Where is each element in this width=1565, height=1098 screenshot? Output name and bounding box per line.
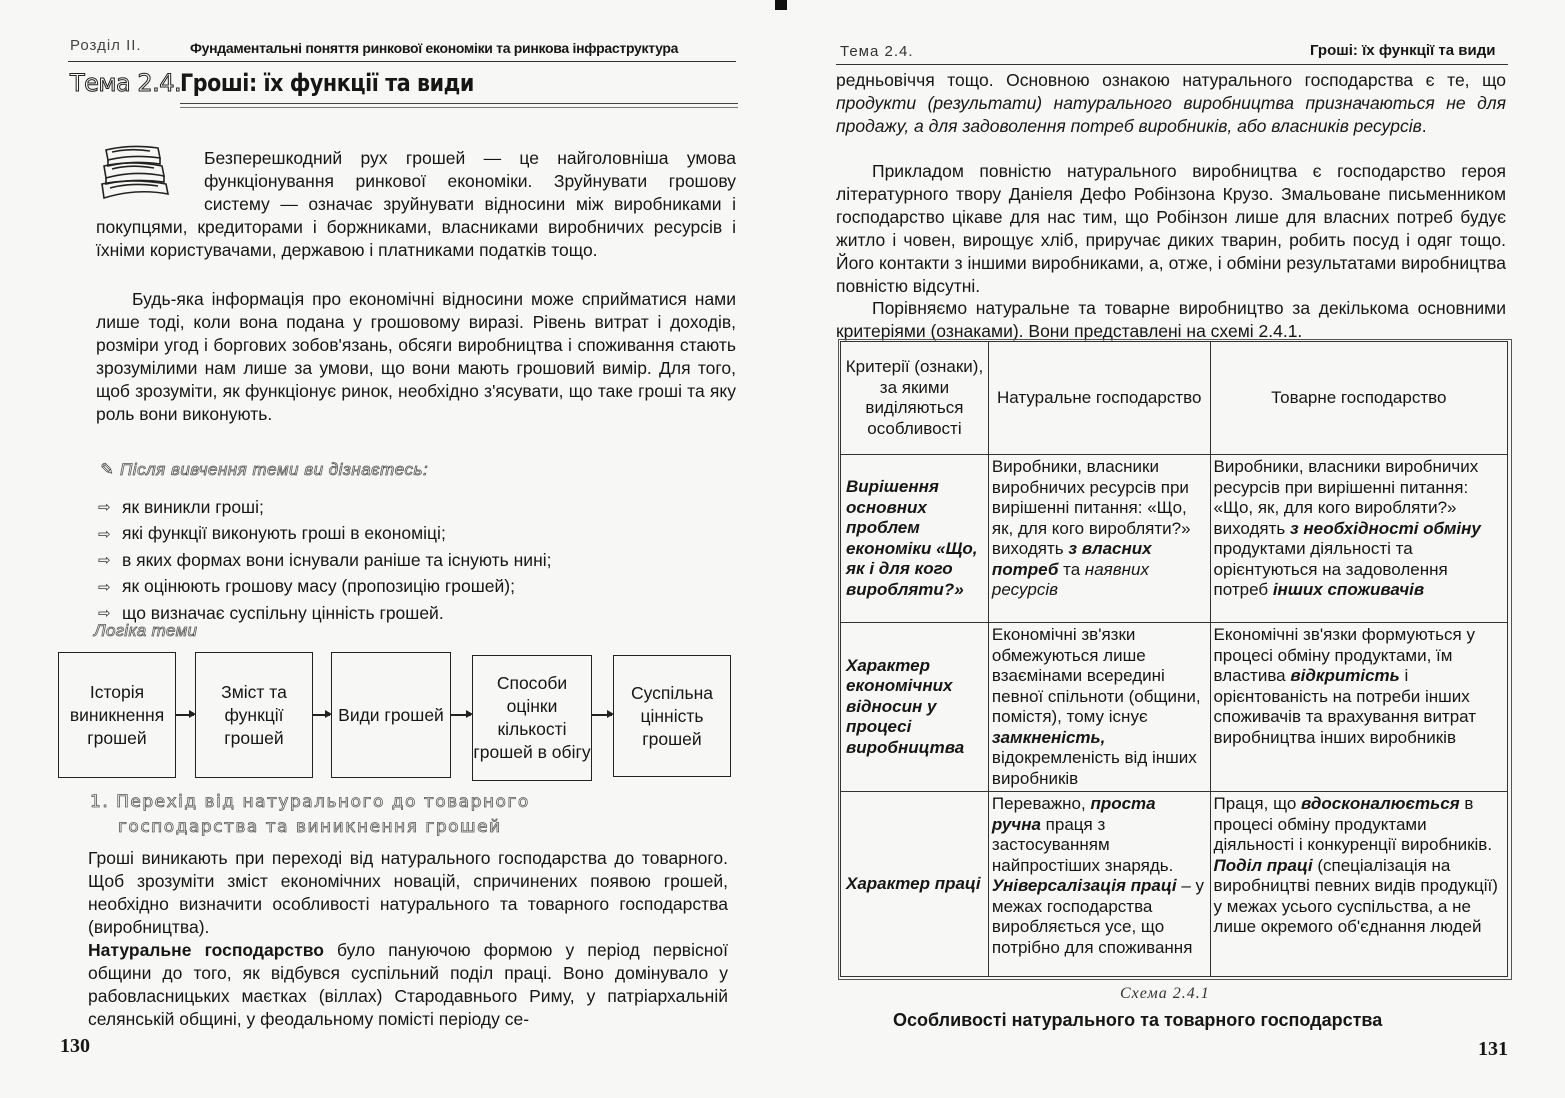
- natural-cell: Виробники, власники виробничих ресурсів при вирішенні питання: «Що, як, для кого виробляти?» виходять з власних потреб та наявних ресурсів: [988, 455, 1210, 623]
- arrow-icon: ⇨: [98, 578, 111, 596]
- scheme-caption: Схема 2.4.1: [1120, 985, 1210, 1002]
- pencil-icon: ✎: [100, 460, 120, 479]
- running-header-tema: Тема 2.4.: [840, 43, 914, 60]
- flow-box-evaluation: Способи оцінки кількості грошей в обігу: [472, 655, 592, 781]
- column-header: Товарне господарство: [1210, 342, 1507, 455]
- table-row: [841, 623, 1508, 792]
- paragraph: Гроші виникають при переході від натурального господарства до товарного. Щоб зрозуміти зміст економічних новацій, спричинених появою грошей, необхідно визначити особливості натурального та товарного господарства (виробництва).: [88, 848, 728, 937]
- flow-box-value: Суспільна цінність грошей: [613, 655, 731, 777]
- page-number: 131: [1478, 1038, 1508, 1060]
- intro-paragraph-2: Будь-яка інформація про економічні відносини може сприйматися нами лише тоді, коли вона подана у грошовому виразі. Рівень витрат і доходів, розміри угод і боргових зобов'язань, обсяги виробництва і споживання стають зрозумілими нам лише за умови, що вони мають грошовий вимір. Для того, щоб зрозуміти, як функціонує ринок, необхідно з'ясувати, що таке гроші та яку роль вони виконують.: [96, 289, 736, 424]
- market-cell: Економічні зв'язки формуються у процесі обміну продуктами, їм властива відкритість і орієнтованість на потреби інших споживачів та врахування витрат виробництва інших виробників: [1210, 623, 1507, 792]
- title-rule: [180, 107, 738, 108]
- flow-box-history: Історія виникнення грошей: [58, 652, 176, 778]
- learning-goals-heading: ✎ Після вивчення теми ви дізнаєтесь:: [100, 460, 429, 479]
- logic-heading: Логіка теми: [94, 621, 198, 640]
- flow-arrow: [175, 714, 194, 716]
- market-cell: Виробники, власники виробничих ресурсів при вирішенні питання: «Що, як, для кого виробляти?» виходять з необхідності обміну продуктами діяльності та орієнтуються на задоволення потреб інших споживачів: [1210, 455, 1507, 623]
- binding-mark: [775, 0, 787, 10]
- list-item: ⇨ як виникли гроші;: [98, 496, 264, 517]
- flow-box-content: Зміст та функції грошей: [195, 652, 313, 778]
- arrow-icon: ⇨: [98, 552, 111, 570]
- flow-arrow: [450, 714, 471, 716]
- natural-cell: Переважно, проста ручна праця з застосуванням найпростіших знарядь. Універсалізація праці – у межах господарства виробляється усе, що потрібно для споживання: [988, 792, 1210, 977]
- comparison-table: [840, 341, 1508, 977]
- arrow-icon: ⇨: [98, 605, 111, 623]
- flow-box-types: Види грошей: [331, 652, 451, 778]
- list-item: ⇨ як оцінюють грошову масу (пропозицію грошей);: [98, 576, 515, 597]
- learning-goals-list: [98, 494, 718, 627]
- paragraph: Прикладом повністю натурального виробництва є господарство героя літературного твору Даніеля Дефо Робінзона Крузо. Змальоване письменником господарство цікаве для нас тим, що Робінзон лише для власних потреб будує житло і човен, вирощує хліб, приручає диких тварин, робить посуд і одяг тощо. Його контакти з іншими виробниками, а, отже, і обміни результатами виробництва повністю відсутні.: [836, 161, 1506, 296]
- list-item: ⇨ що визначає суспільну цінність грошей.: [98, 602, 444, 623]
- column-header: Критерії (ознаки), за якими виділяються особливості: [841, 342, 989, 455]
- criterion-cell: Характер економічних відносин у процесі виробництва: [841, 623, 989, 792]
- market-cell: Праця, що вдосконалюється в процесі обміну продуктами діяльності і конкуренції виробників. Поділ праці (спеціалізація на виробництві певних видів продукції) у межах усього суспільства, а не лише окремого об'єднання людей: [1210, 792, 1507, 977]
- header-rule: [68, 61, 736, 62]
- tema-label: Тема 2.4.: [70, 69, 182, 97]
- running-header-title: Гроші: їх функції та види: [1310, 42, 1496, 59]
- criterion-cell: Характер праці: [841, 792, 989, 977]
- criterion-cell: Вирішення основних проблем економіки «Що, як і для кого виробляти?»: [841, 455, 989, 623]
- paragraph: Порівняємо натуральне та товарне виробництво за декількома основними критеріями (ознаками). Вони представлені на схемі 2.4.1.: [836, 298, 1506, 341]
- section-heading: 1. Перехід від натурального до товарного господарства та виникнення грошей: [90, 792, 530, 837]
- running-header-section: Розділ II.: [70, 37, 142, 54]
- page-number: 130: [60, 1035, 90, 1057]
- flow-arrow: [312, 714, 330, 716]
- table-header-row: [841, 342, 1508, 455]
- paragraph: редньовіччя тощо. Основною ознакою натурального господарства є те, що продукти (результати) натурального виробництва призначаються не для продажу, а для задоволення потреб виробників, або власників ресурсів.: [836, 70, 1506, 136]
- intro-paragraph-1: Безперешкодний рух грошей — це найголовніша умова функціонування ринкової економіки. Зруйнувати грошову систему — означає зруйнувати відносини між виробниками і покупцями, кредиторами і боржниками, власниками виробничих ресурсів і їхніми користувачами, державою і платниками податків тощо.: [96, 148, 736, 260]
- list-item: ⇨ в яких формах вони існували раніше та існують нині;: [98, 549, 552, 570]
- paragraph: Натуральне господарство було пануючою формою у період первісної общини до того, як відбувся суспільний поділ праці. Воно домінувало у рабовласницьких маєтках (віллах) Стародавнього Риму, у патріархальній селянській общині, у феодальному помісті періоду се-: [88, 940, 728, 1029]
- column-header: Натуральне господарство: [988, 342, 1210, 455]
- header-rule: [836, 64, 1508, 65]
- arrow-icon: ⇨: [98, 525, 111, 543]
- natural-cell: Економічні зв'язки обмежуються лише взаємінами всередині певної спільноти (общини, помістя), тому існує замкненість, відокремленість від інших виробників: [988, 623, 1210, 792]
- flow-arrow: [591, 714, 612, 716]
- table-row: [841, 455, 1508, 623]
- arrow-icon: ⇨: [98, 499, 111, 517]
- running-header-title: Фундаментальні поняття ринкової економіки та ринкова інфраструктура: [190, 40, 679, 56]
- tema-title: Гроші: їх функції та види: [180, 69, 474, 97]
- table-row: [841, 792, 1508, 977]
- title-rule: [180, 103, 738, 104]
- list-item: ⇨ які функції виконують гроші в економіці;: [98, 523, 446, 544]
- scheme-title: Особливості натурального та товарного господарства: [893, 1010, 1383, 1030]
